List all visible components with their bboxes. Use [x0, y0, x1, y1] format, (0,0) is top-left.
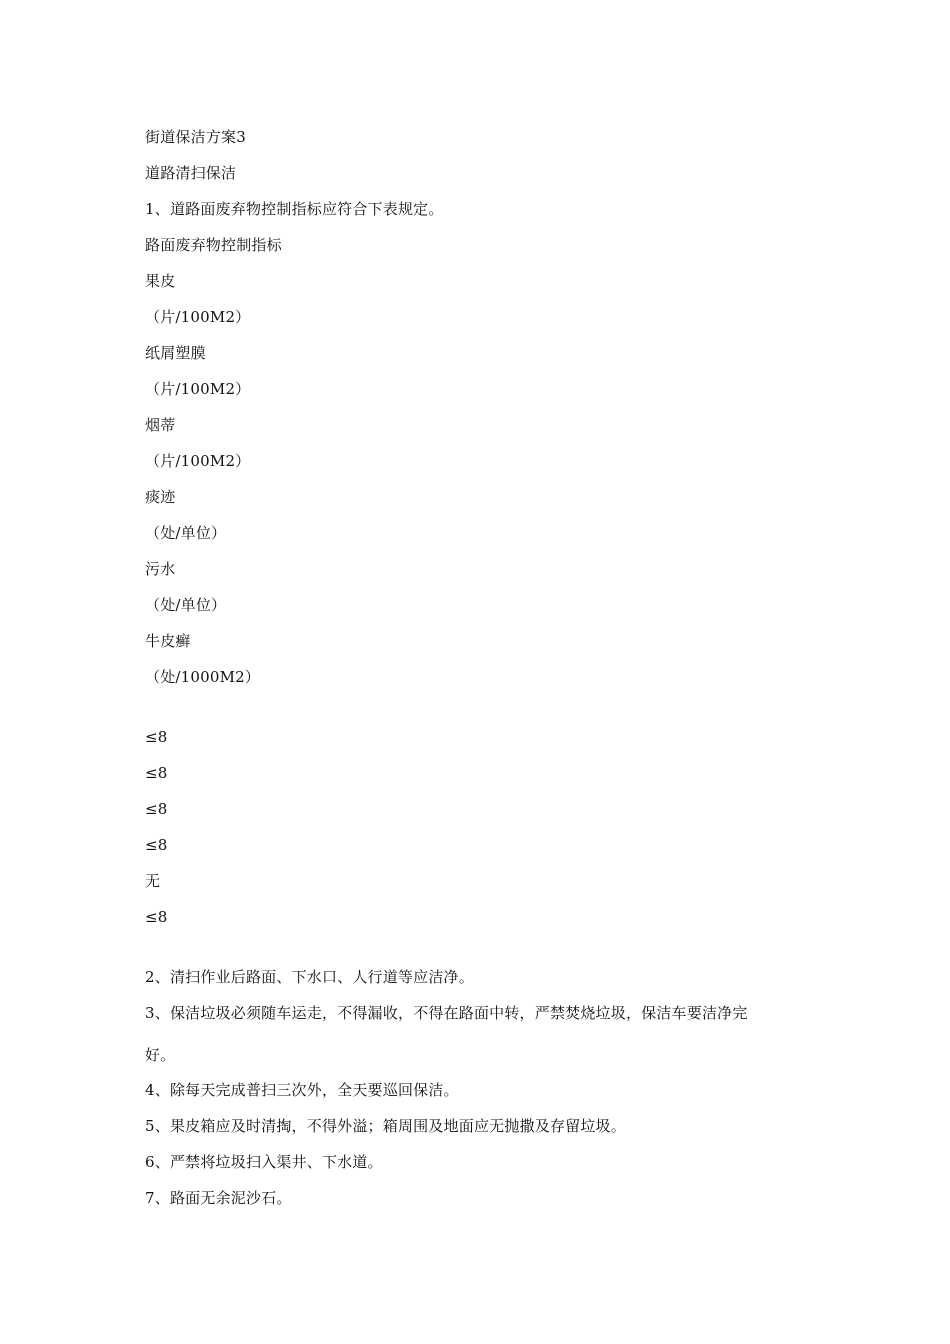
- rule-paragraph: 2、清扫作业后路面、下水口、人行道等应洁净。: [145, 968, 474, 986]
- rule-paragraph: 7、路面无余泥沙石。: [145, 1189, 292, 1207]
- indicator-unit: （片/100M2）: [145, 380, 251, 398]
- indicator-name: 污水: [145, 560, 176, 578]
- limit-value: ≤8: [145, 728, 168, 746]
- indicator-unit: （处/单位）: [145, 596, 227, 614]
- indicator-name: 痰迹: [145, 488, 176, 506]
- rule-paragraph: 3、保洁垃圾必须随车运走，不得漏收，不得在路面中转，严禁焚烧垃圾，保洁车要洁净完: [145, 1004, 748, 1022]
- indicator-name: 果皮: [145, 272, 176, 290]
- limit-value: ≤8: [145, 800, 168, 818]
- rule-paragraph: 6、严禁将垃圾扫入渠井、下水道。: [145, 1153, 383, 1171]
- limit-value: ≤8: [145, 836, 168, 854]
- rule-paragraph: 4、除每天完成普扫三次外，全天要巡回保洁。: [145, 1081, 459, 1099]
- indicator-name: 牛皮癣: [145, 632, 191, 650]
- rule-paragraph-continuation: 好。: [145, 1046, 176, 1064]
- table-caption: 路面废弃物控制指标: [145, 236, 282, 254]
- document-title: 街道保洁方案3: [145, 128, 246, 146]
- limit-value: ≤8: [145, 908, 168, 926]
- indicator-unit: （处/1000M2）: [145, 668, 261, 686]
- intro-paragraph: 1、道路面废弃物控制指标应符合下表规定。: [145, 200, 444, 218]
- indicator-name: 纸屑塑膜: [145, 344, 206, 362]
- indicator-unit: （片/100M2）: [145, 308, 251, 326]
- indicator-unit: （片/100M2）: [145, 452, 251, 470]
- section-heading: 道路清扫保洁: [145, 164, 237, 182]
- limit-value: 无: [145, 872, 161, 890]
- limit-value: ≤8: [145, 764, 168, 782]
- indicator-name: 烟蒂: [145, 416, 176, 434]
- rule-paragraph: 5、果皮箱应及时清掏，不得外溢；箱周围及地面应无抛撒及存留垃圾。: [145, 1117, 626, 1135]
- indicator-unit: （处/单位）: [145, 524, 227, 542]
